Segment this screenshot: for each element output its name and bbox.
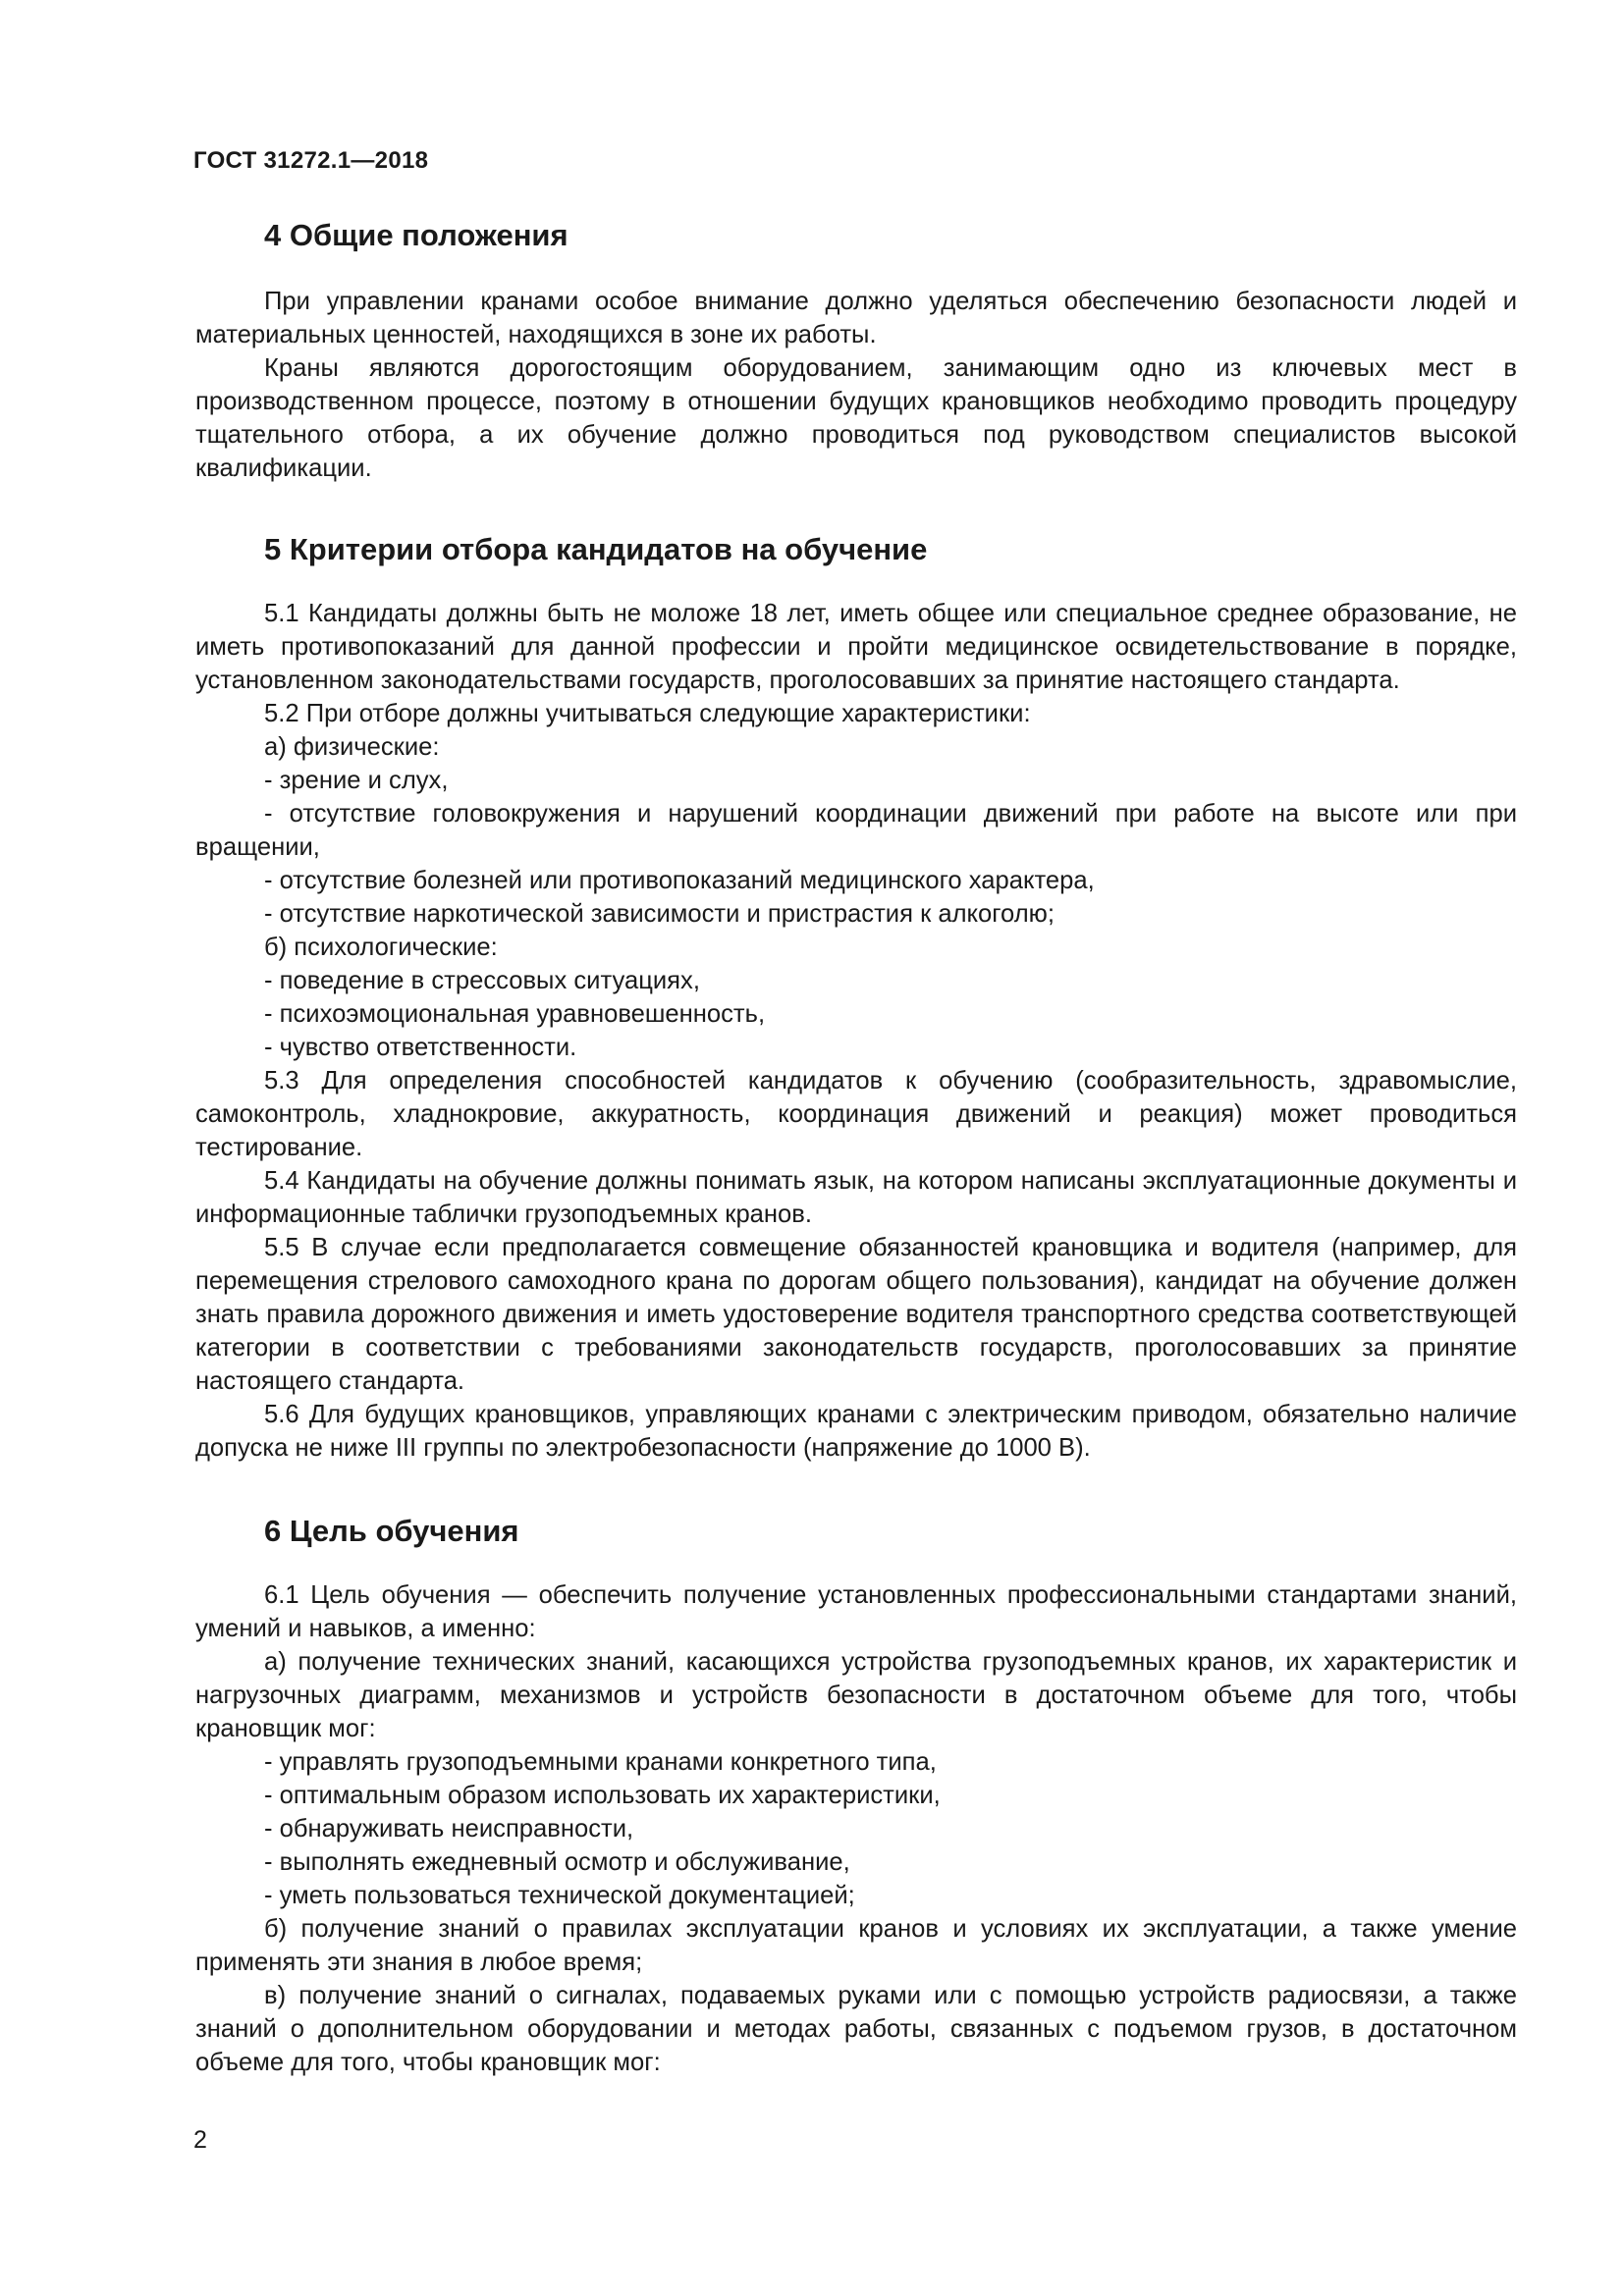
paragraph: 6.1 Цель обучения — обеспечить получение установленных профессиональными стандартами знаний, умений и навыков, а именно: [195,1581,1517,1642]
paragraph: Краны являются дорогостоящим оборудованием, занимающим одно из ключевых мест в производственном процессе, поэтому в отношении будущих крановщиков необходимо проводить процедуру тщательного отбора, а их обучение должно проводиться под руководством специалистов высокой квалификации. [195,354,1517,482]
list-item: в) получение знаний о сигналах, подаваемых руками или с помощью устройств радиосвязи, а также знаний о дополнительном оборудовании и методах работы, связанных с подъемом грузов, в достаточном объеме для того, чтобы крановщик мог: [195,1982,1517,2076]
list-item: - психоэмоциональная уравновешенность, [264,1000,766,1028]
standard-code-header: ГОСТ 31272.1—2018 [193,147,429,174]
list-item: б) получение знаний о правилах эксплуатации кранов и условиях их эксплуатации, а также умение применять эти знания в любое время; [195,1915,1517,1976]
list-item: б) психологические: [264,934,498,961]
list-item: а) физические: [264,733,440,761]
list-item: - зрение и слух, [264,767,449,794]
section-6-title: 6 Цель обучения [264,1514,519,1548]
section-4-title: 4 Общие положения [264,218,568,252]
list-item: а) получение технических знаний, касающихся устройства грузоподъемных кранов, их характеристик и нагрузочных диаграмм, механизмов и устройств безопасности в достаточном объеме для того, чтобы крановщик мог: [195,1648,1517,1742]
list-item: - выполнять ежедневный осмотр и обслуживание, [264,1848,850,1876]
list-item: - отсутствие болезней или противопоказаний медицинского характера, [264,867,1095,894]
list-item: - уметь пользоваться технической документацией; [264,1882,855,1909]
list-item: - отсутствие наркотической зависимости и пристрастия к алкоголю; [264,900,1055,928]
list-item: - управлять грузоподъемными кранами конкретного типа, [264,1748,937,1776]
paragraph: При управлении кранами особое внимание должно уделяться обеспечению безопасности людей и материальных ценностей, находящихся в зоне их работы. [195,288,1517,348]
list-item: - обнаруживать неисправности, [264,1815,634,1842]
list-item: - отсутствие головокружения и нарушений координации движений при работе на высоте или при вращении, [195,800,1517,861]
document-body [195,216,1517,2079]
list-item: - чувство ответственности. [264,1034,577,1061]
section-5-title: 5 Критерии отбора кандидатов на обучение [264,532,928,566]
paragraph: 5.6 Для будущих крановщиков, управляющих кранами с электрическим приводом, обязательно наличие допуска не ниже III группы по электробезопасности (напряжение до 1000 В). [195,1401,1517,1462]
paragraph: 5.2 При отборе должны учитываться следующие характеристики: [264,700,1031,727]
list-item: - оптимальным образом использовать их характеристики, [264,1782,941,1809]
paragraph: 5.3 Для определения способностей кандидатов к обучению (сообразительность, здравомыслие, самоконтроль, хладнокровие, аккуратность, координация движений и реакция) может проводиться тестирование. [195,1067,1517,1161]
paragraph: 5.4 Кандидаты на обучение должны понимать язык, на котором написаны эксплуатационные документы и информационные таблички грузоподъемных кранов. [195,1167,1517,1228]
paragraph: 5.5 В случае если предполагается совмещение обязанностей крановщика и водителя (например, для перемещения стрелового самоходного крана по дорогам общего пользования), кандидат на обучение должен знать правила дорожного движения и иметь удостоверение водителя транспортного средства соответствующей категории в соответствии с требованиями законодательств государств, проголосовавших за принятие настоящего стандарта. [195,1234,1517,1395]
paragraph: 5.1 Кандидаты должны быть не моложе 18 лет, иметь общее или специальное среднее образование, не иметь противопоказаний для данной профессии и пройти медицинское освидетельствование в порядке, установленном законодательствами государств, проголосовавших за принятие настоящего стандарта. [195,600,1517,694]
list-item: - поведение в стрессовых ситуациях, [264,967,700,994]
page-number: 2 [193,2126,207,2154]
